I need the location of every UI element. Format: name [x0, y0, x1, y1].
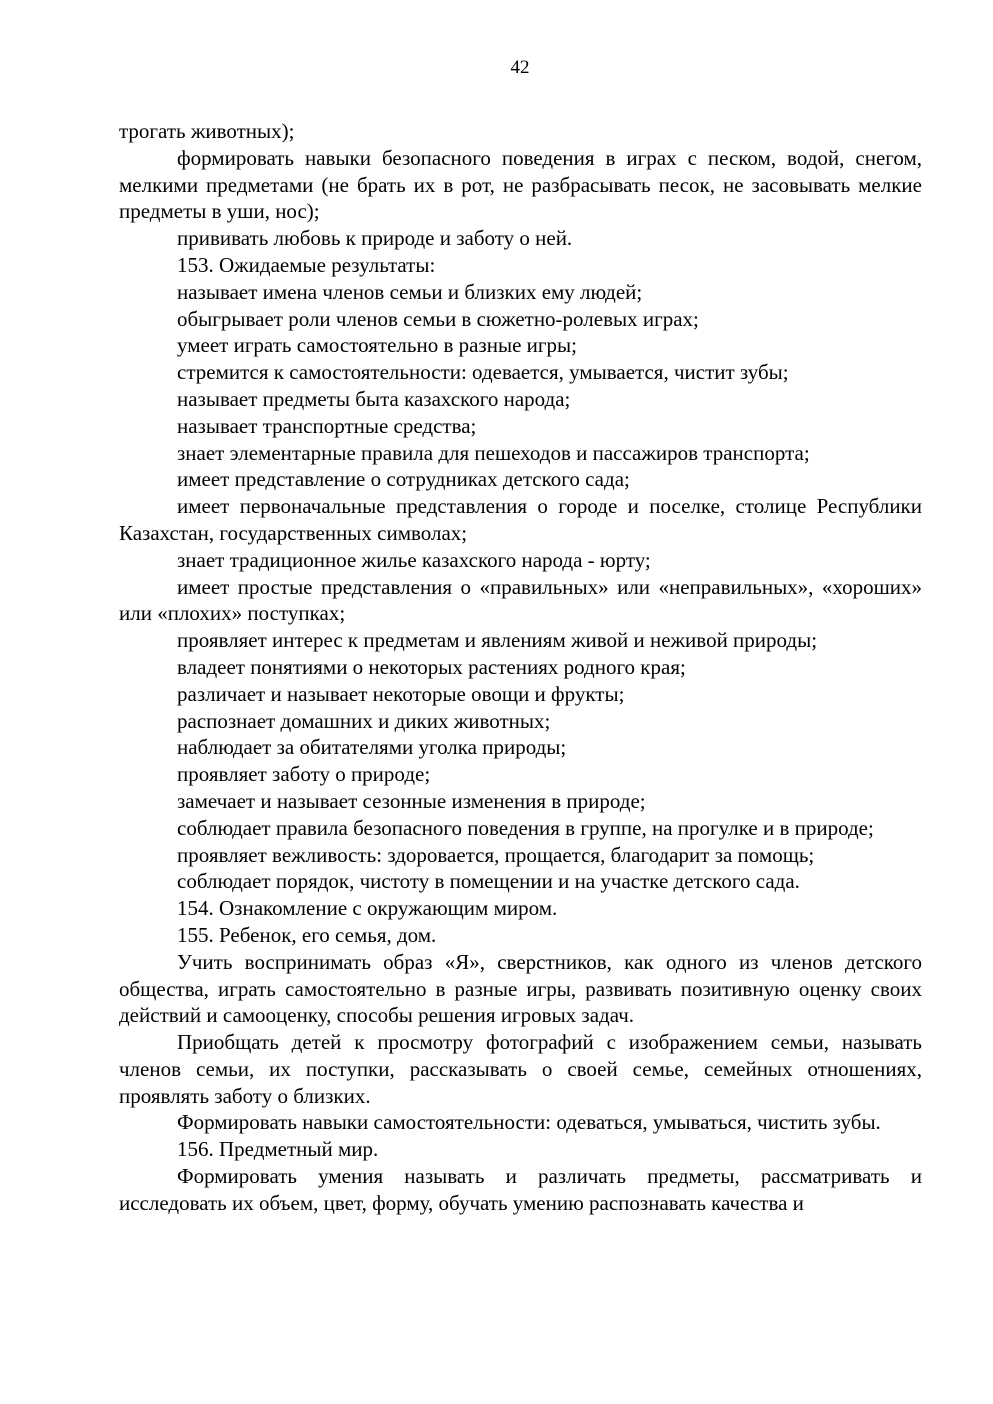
page-body — [119, 118, 922, 1217]
paragraph-body: Приобщать детей к просмотру фотографий с изображением семьи, называть членов семьи, их поступки, рассказывать о своей семье, семейных отношениях, проявлять заботу о близких. — [119, 1030, 922, 1108]
list-item: проявляет вежливость: здоровается, прощается, благодарит за помощь; — [177, 842, 815, 867]
paragraph-3: прививать любовь к природе и заботу о ней. — [177, 226, 573, 251]
list-item: распознает домашних и диких животных; — [177, 708, 551, 733]
paragraph-body: Учить воспринимать образ «Я», сверстников, как одного из членов детского общества, играть самостоятельно в разные игры, развивать позитивную оценку своих действий и самооценку, способы решения игровых задач. — [119, 949, 922, 1028]
list-item: называет транспортные средства; — [177, 413, 477, 438]
list-item: проявляет заботу о природе; — [177, 762, 431, 787]
page-number: 42 — [510, 57, 530, 78]
section-heading-155: 155. Ребенок, его семья, дом. — [177, 922, 437, 947]
paragraph-body: Формировать навыки самостоятельности: одеваться, умываться, чистить зубы. — [177, 1110, 881, 1135]
list-item: различает и называет некоторые овощи и фрукты; — [177, 681, 625, 706]
list-item: имеет простые представления о «правильных» или «неправильных», «хороших» или «плохих» поступках; — [119, 574, 922, 626]
section-heading-154: 154. Ознакомление с окружающим миром. — [177, 896, 558, 921]
section-heading-156: 156. Предметный мир. — [177, 1137, 379, 1162]
list-item: соблюдает порядок, чистоту в помещении и на участке детского сада. — [177, 869, 800, 894]
paragraph-body: Формировать умения называть и различать предметы, рассматривать и исследовать их объем, цвет, форму, обучать умению распознавать качества и — [119, 1164, 922, 1215]
list-item: соблюдает правила безопасного поведения в группе, на прогулке и в природе; — [177, 815, 874, 840]
section-heading-153: 153. Ожидаемые результаты: — [177, 252, 436, 277]
list-item: знает элементарные правила для пешеходов и пассажиров транспорта; — [177, 440, 810, 465]
list-item: проявляет интерес к предметам и явлениям живой и неживой природы; — [177, 628, 818, 653]
paragraph-2: формировать навыки безопасного поведения в играх с песком, водой, снегом, мелкими предметами (не брать их в рот, не разбрасывать песок, не засовывать мелкие предметы в уши, нос); — [119, 145, 922, 224]
list-item: умеет играть самостоятельно в разные игры; — [177, 333, 577, 358]
list-item: замечает и называет сезонные изменения в природе; — [177, 788, 646, 813]
list-item: имеет представление о сотрудниках детского сада; — [177, 467, 630, 492]
list-item: наблюдает за обитателями уголка природы; — [177, 735, 567, 760]
list-item: называет предметы быта казахского народа; — [177, 386, 571, 411]
list-item: стремится к самостоятельности: одевается, умывается, чистит зубы; — [177, 360, 789, 385]
list-item: имеет первоначальные представления о городе и поселке, столице Республики Казахстан, государственных символах; — [119, 494, 922, 545]
list-item: обыгрывает роли членов семьи в сюжетно-ролевых играх; — [177, 306, 699, 331]
list-item: знает традиционное жилье казахского народа - юрту; — [177, 547, 651, 572]
list-item: называет имена членов семьи и близких ему людей; — [177, 279, 643, 304]
paragraph-1: трогать животных); — [119, 119, 295, 143]
list-item: владеет понятиями о некоторых растениях родного края; — [177, 654, 686, 679]
